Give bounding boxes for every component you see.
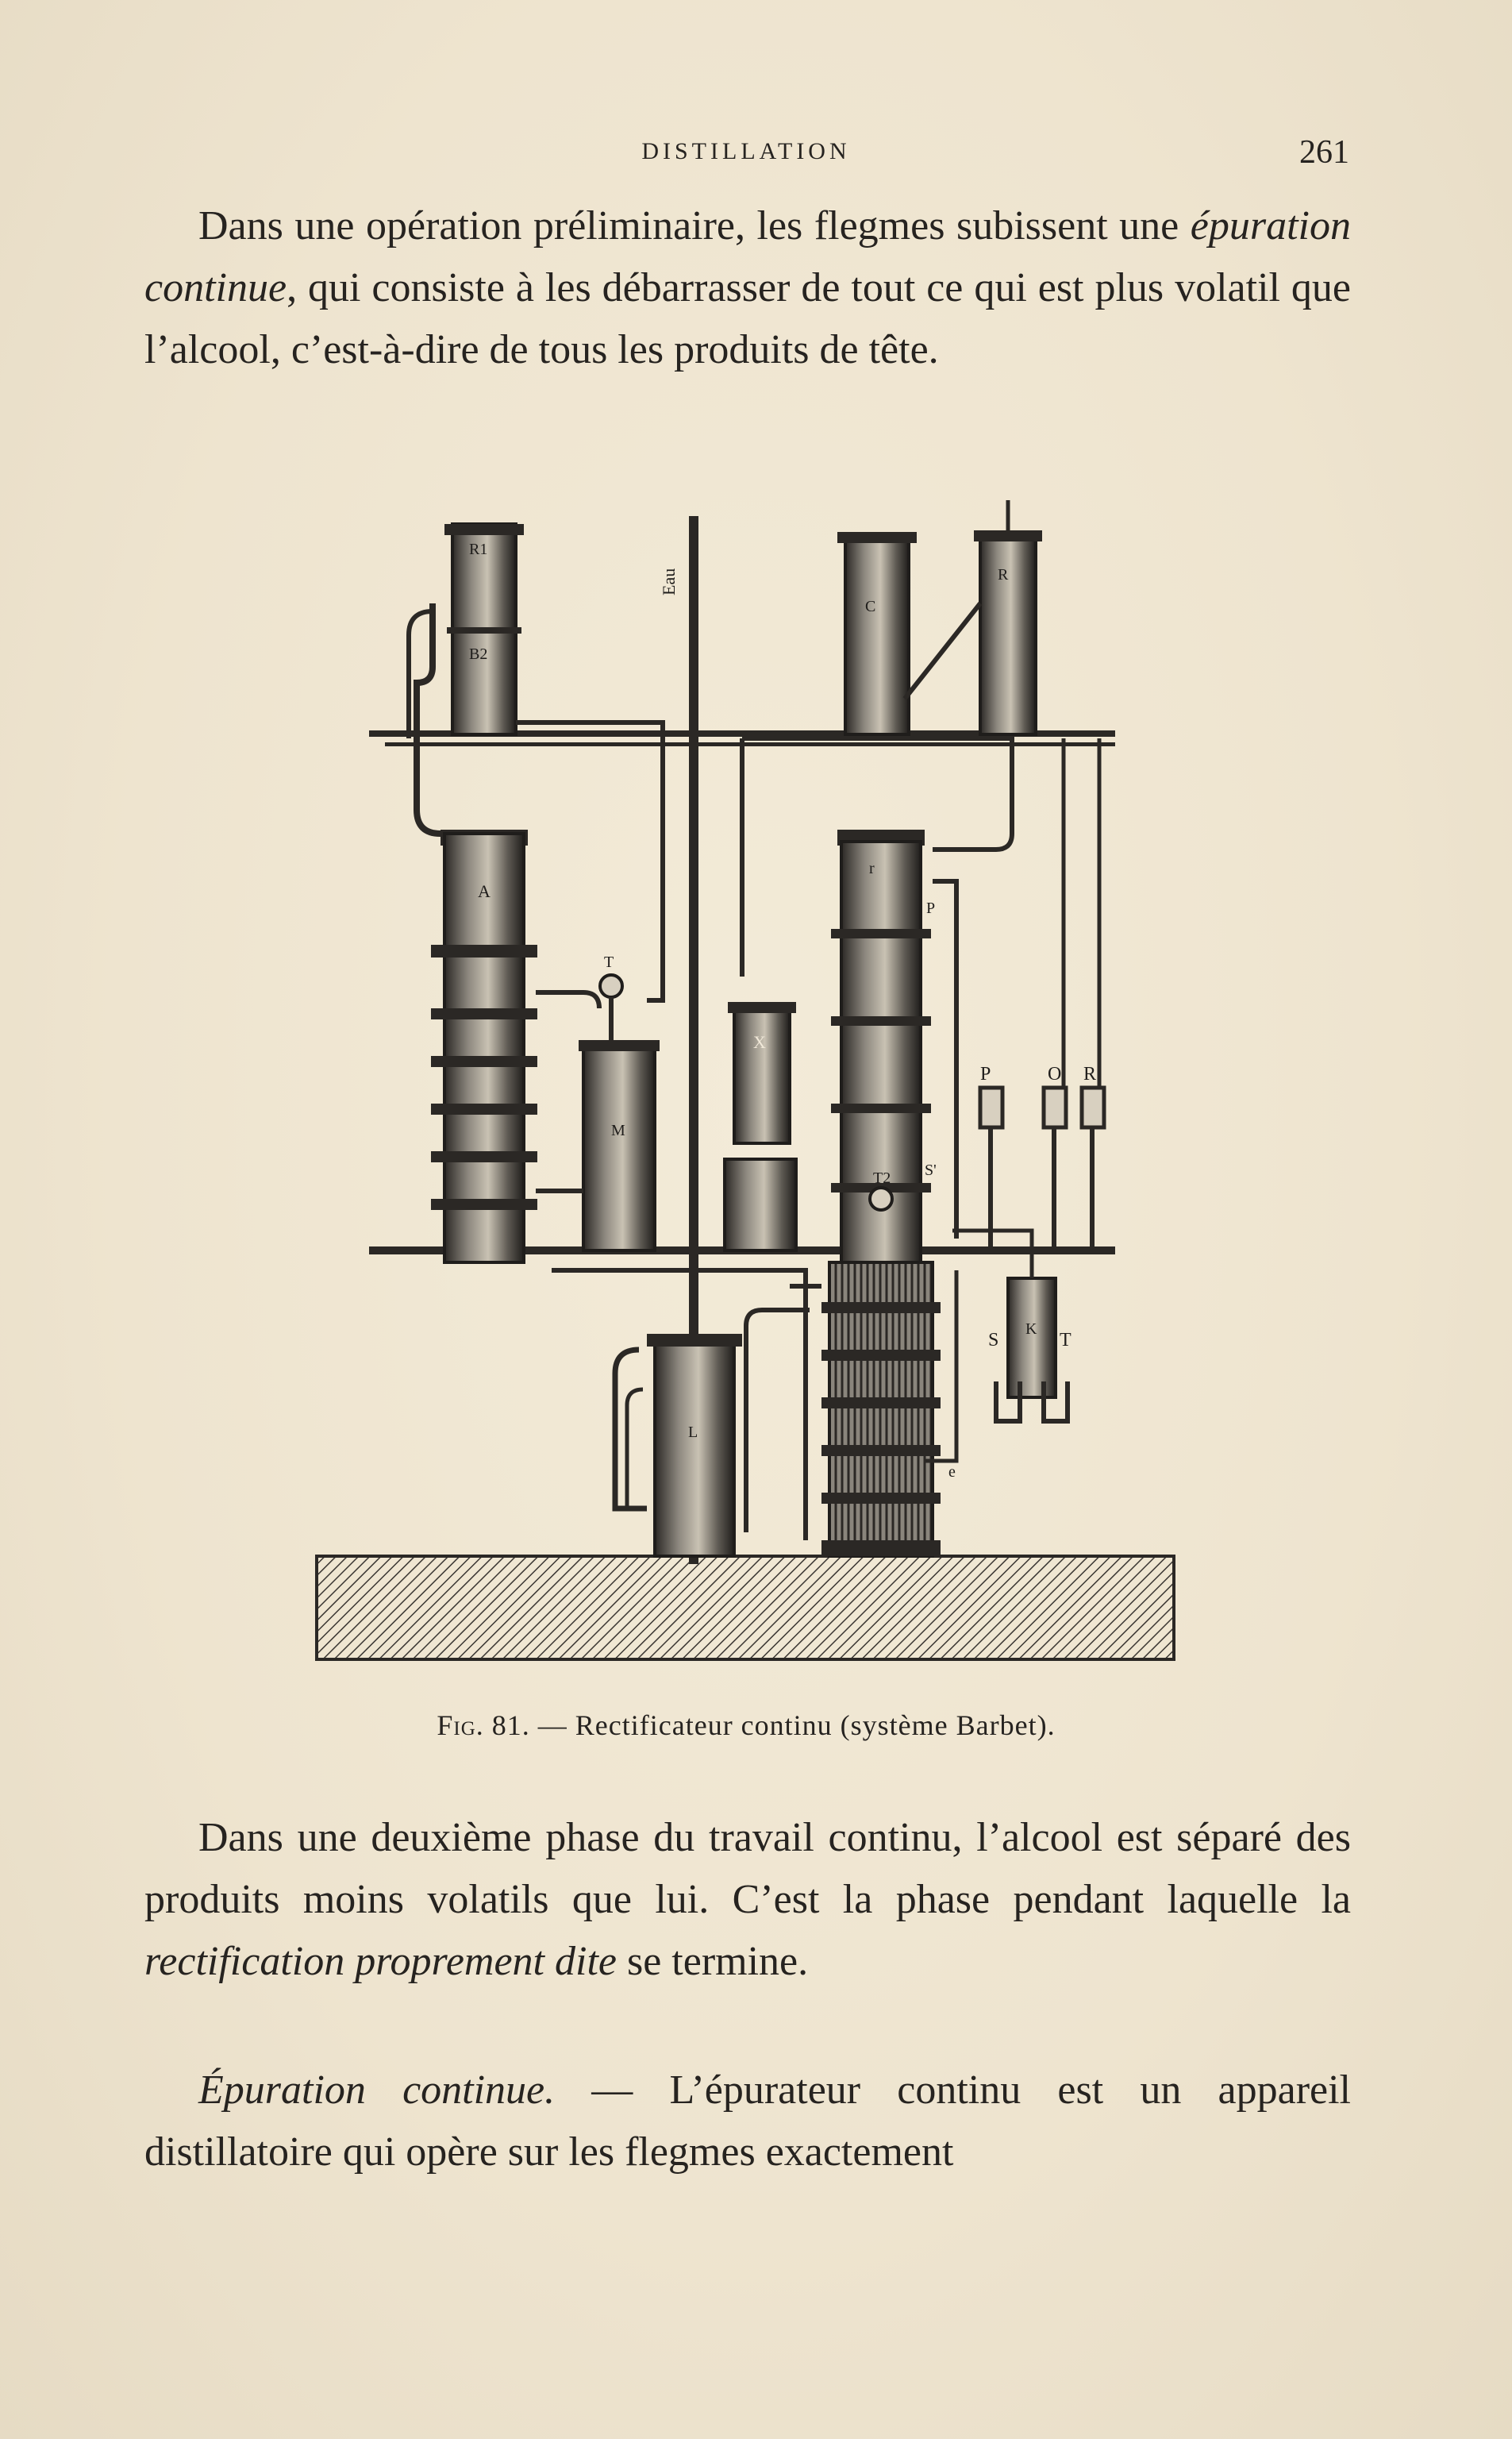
label-p-small: P: [926, 900, 936, 917]
label-water: Eau: [659, 568, 679, 595]
paragraph-1-text-a: Dans une opération préliminaire, les flegmes subissent une: [198, 203, 1191, 249]
figure-caption: [143, 1709, 1349, 1742]
paragraph-3-text: — L’épurateur continu est un appareil distillatoire qui opère sur les flegmes exactement: [144, 2067, 1351, 2175]
ground-foundation: [317, 1556, 1174, 1659]
label-s-prime: S': [925, 1162, 937, 1179]
label-r1: R1: [469, 541, 488, 558]
label-x: X: [753, 1032, 766, 1052]
paragraph-2-text-c: se termine.: [616, 1939, 809, 1984]
label-s: S: [988, 1330, 999, 1351]
tank-m: [583, 1048, 655, 1250]
paragraph-1-text-c: , qui consiste à les débarrasser de tout ce qui est plus volatil que l’alcool, c’est-à-dire de tous les produits de tête.: [144, 265, 1351, 372]
running-title: DISTILLATION: [641, 138, 851, 164]
label-r-top: r: [869, 860, 875, 877]
paragraph-1: [144, 195, 1351, 381]
vessel-k: [1008, 1278, 1056, 1397]
vessel-l: [655, 1342, 734, 1556]
label-b2: B2: [469, 645, 488, 663]
vessel-x: [734, 1008, 790, 1143]
column-c: [845, 536, 909, 734]
label-c: C: [865, 598, 876, 615]
paragraph-2-emphasis: rectification proprement dite: [144, 1939, 617, 1984]
label-t2: T2: [873, 1169, 891, 1187]
figure-number: Fig. 81.: [437, 1709, 530, 1741]
figure-caption-text: — Rectificateur continu (système Barbet).: [529, 1709, 1056, 1741]
gauge-t: [600, 975, 622, 997]
paragraph-2: [144, 1807, 1351, 1993]
label-m: M: [611, 1122, 625, 1139]
page-number: 261: [1299, 134, 1349, 171]
rectifier-illustration: [314, 500, 1183, 1675]
label-p: P: [980, 1064, 991, 1085]
label-r: R: [998, 566, 1009, 584]
label-t-right: T: [1060, 1330, 1071, 1351]
paragraph-2-text-a: Dans une deuxième phase du travail continu, l’alcool est séparé des produits moins volatils que lui. C’est la phase pendant laquelle la: [144, 1815, 1351, 1922]
apparatus-figure: [314, 500, 1183, 1675]
label-r-right: R: [1083, 1064, 1097, 1085]
label-a: A: [478, 881, 491, 901]
section-heading-epuration: Épuration continue.: [198, 2067, 556, 2113]
label-e: e: [948, 1463, 956, 1481]
paragraph-1-emphasis: épuration continue: [144, 203, 1351, 310]
label-l: L: [688, 1424, 698, 1441]
label-t: T: [604, 954, 614, 971]
label-o: O: [1048, 1064, 1062, 1085]
paragraph-3: [144, 2059, 1351, 2183]
label-k: K: [1025, 1320, 1037, 1338]
page-header: [143, 133, 1349, 181]
